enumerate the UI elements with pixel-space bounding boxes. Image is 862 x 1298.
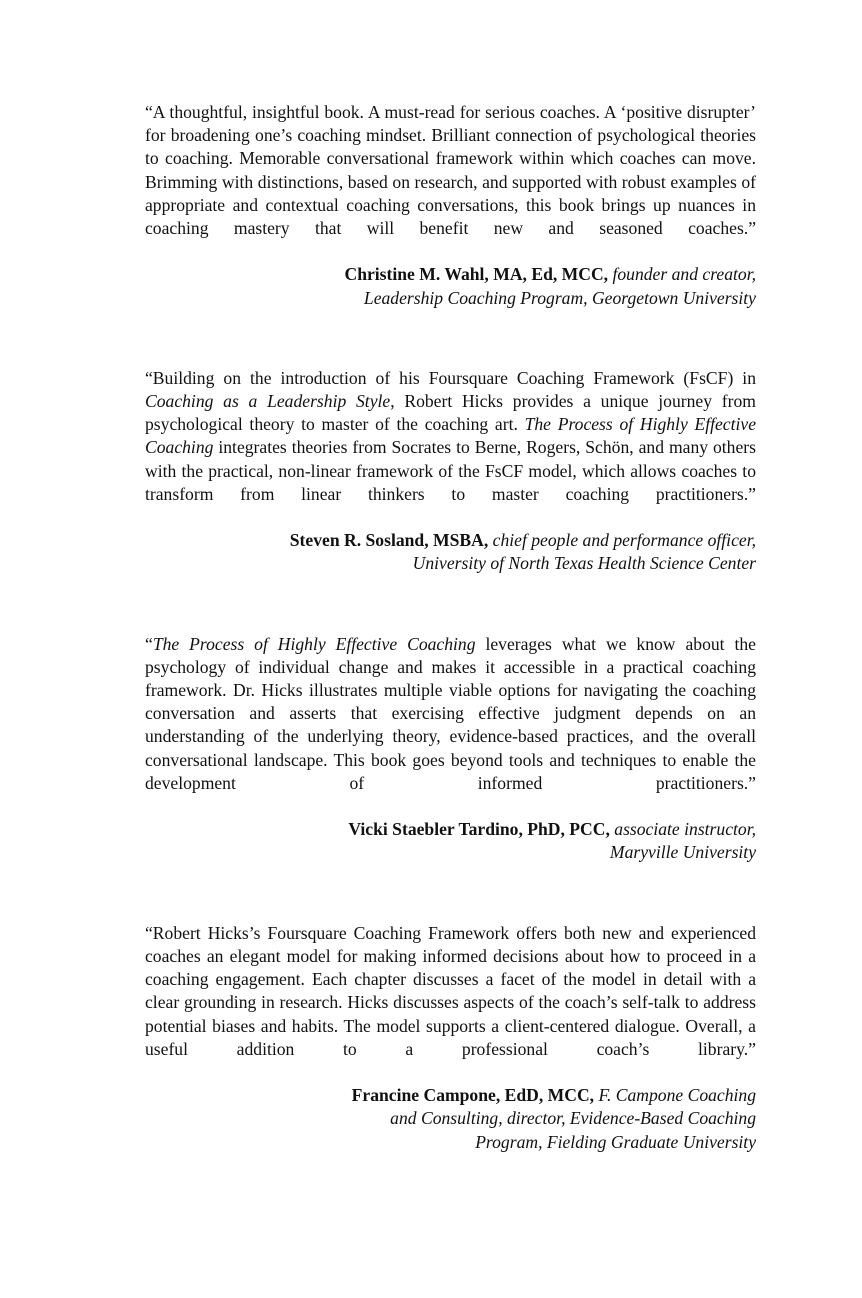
endorsement-quote: “A thoughtful, insightful book. A must-read for serious coaches. A ‘positive disrupter’ for broadening one’s coaching mindset. Brilliant connection of psychological theories to coaching. Memorable conversational framework within which coaches can move. Brimming with distinctions, based on research, and supported with robust examples of appropriate and contextual coaching conversations, this book brings up nuances in coaching mastery that will benefit new and seasoned coaches.” xyxy=(145,102,756,239)
endorser-name: Vicki Staebler Tardino, PhD, PCC, xyxy=(348,819,610,840)
endorser-name: Steven R. Sosland, MSBA, xyxy=(289,530,489,551)
endorser-name: Francine Campone, EdD, MCC, xyxy=(351,1085,595,1106)
endorsement-2 xyxy=(145,367,756,576)
endorsement-attribution xyxy=(145,818,756,864)
endorsement-4 xyxy=(145,922,756,1154)
endorsement-quote: “Robert Hicks’s Foursquare Coaching Framework offers both new and experienced coaches an elegant model for making informed decisions about how to proceed in a coaching engagement. Each chapter discusses a facet of the model in detail with a clear grounding in research. Hicks discusses aspects of the coach’s self-talk to address potential biases and habits. The model supports a client-centered dialogue. Overall, a useful addition to a professional coach’s library.” xyxy=(145,922,756,1059)
endorser-role: chief people and performance officer, xyxy=(492,530,756,551)
endorser-role: founder and creator, xyxy=(612,264,756,285)
book-title: Coaching as a Leadership Style xyxy=(145,391,391,412)
endorsement-3 xyxy=(145,633,756,865)
book-title: The Process of Highly Effective Coaching xyxy=(152,633,476,654)
endorser-affiliation: Leadership Coaching Program, Georgetown University xyxy=(363,287,756,308)
endorser-affiliation: and Consulting, director, Evidence-Based Coaching xyxy=(390,1108,756,1129)
endorsement-1 xyxy=(145,101,756,310)
endorsement-quote: “Building on the introduction of his Foursquare Coaching Framework (FsCF) in Coaching as a Leadership Style, Robert Hicks provides a unique journey from psychological theory to master of the coaching art. The Process of Highly Effective Coaching integrates theories from Socrates to Berne, Rogers, Schön, and many others with the practical, non-linear framework of the FsCF model, which allows coaches to transform from linear thinkers to master coaching practitioners.” xyxy=(145,367,757,504)
endorser-affiliation: University of North Texas Health Science Center xyxy=(412,553,756,574)
endorsement-attribution xyxy=(145,1084,756,1154)
endorsement-quote: “The Process of Highly Effective Coaching leverages what we know about the psychology of individual change and makes it accessible in a practical coaching framework. Dr. Hicks illustrates multiple viable options for navigating the coaching conversation and asserts that exercising effective judgment depends on an understanding of the underlying theory, evidence-based practices, and the overall conversational landscape. This book goes beyond tools and techniques to enable the development of informed practitioners.” xyxy=(145,633,756,793)
endorsements-page xyxy=(145,101,756,1211)
endorsement-attribution xyxy=(145,263,756,309)
endorser-affiliation: Maryville University xyxy=(609,842,756,863)
endorser-affiliation: Program, Fielding Graduate University xyxy=(475,1131,756,1152)
book-title: The Process of Highly Effective Coaching xyxy=(145,414,757,458)
endorsement-attribution xyxy=(145,529,756,575)
endorser-role: associate instructor, xyxy=(614,819,756,840)
endorser-name: Christine M. Wahl, MA, Ed, MCC, xyxy=(344,264,609,285)
endorser-role: F. Campone Coaching xyxy=(598,1085,756,1106)
